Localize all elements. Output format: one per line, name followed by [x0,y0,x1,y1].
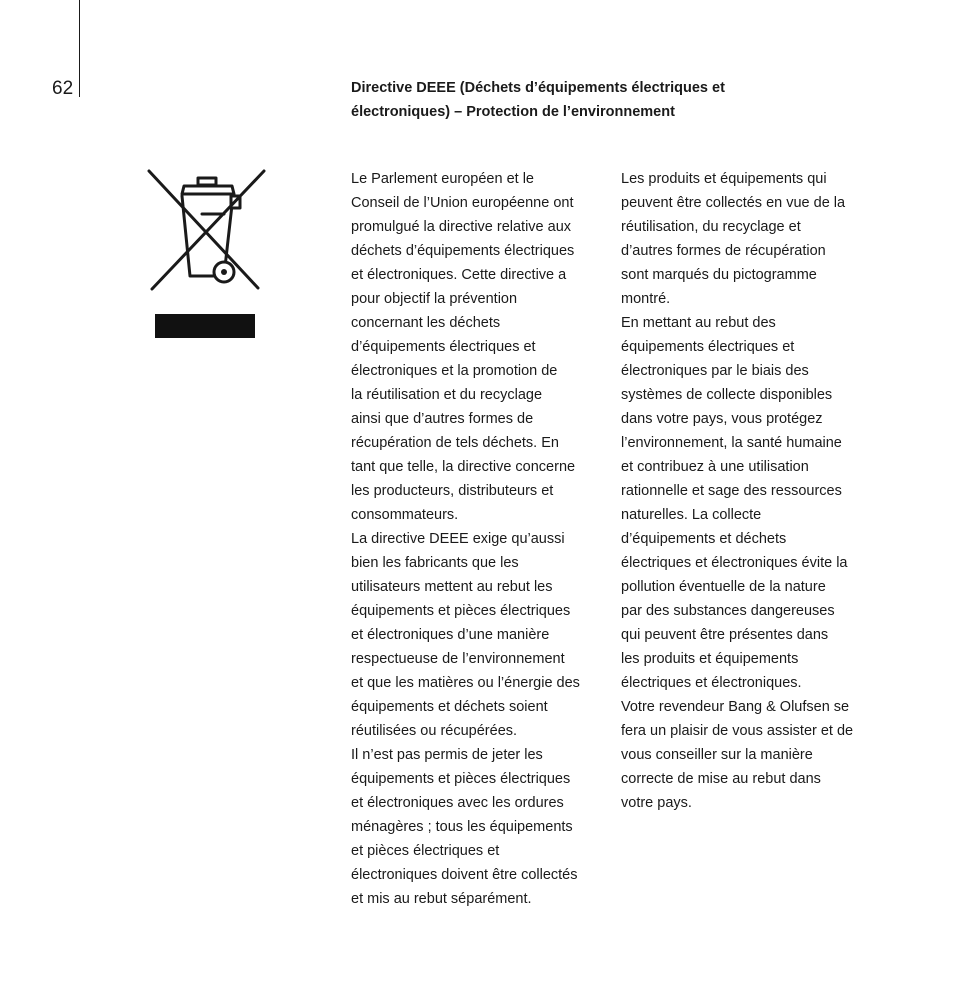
text-line: votre pays. [621,795,692,811]
text-line: pour objectif la prévention [351,291,518,307]
text-line: concernant les déchets [351,315,501,331]
text-line: Les produits et équipements qui [621,171,827,187]
text-line: consommateurs. [351,507,459,523]
text-line: d’autres formes de récupération [621,243,826,259]
text-line: sont marqués du pictogramme [621,267,817,283]
text-line: ainsi que d’autres formes de [351,411,534,427]
text-line: qui peuvent être présentes dans [621,627,829,643]
text-line: récupération de tels déchets. En [351,435,559,451]
text-line: correcte de mise au rebut dans [621,771,821,787]
text-line: d’équipements et déchets [621,531,787,547]
text-line: montré. [621,291,671,307]
section-heading-line: électroniques) – Protection de l’environnement [351,104,675,120]
text-line: dans votre pays, vous protégez [621,411,823,427]
text-line: tant que telle, la directive concerne [351,459,576,475]
text-line: et électroniques d’une manière [351,627,550,643]
text-line: réutilisation, du recyclage et [621,219,801,235]
page-margin-rule [79,0,80,97]
text-line: et électroniques. Cette directive a [351,267,567,283]
text-line: naturelles. La collecte [621,507,762,523]
crossed-out-wheeled-bin-icon [146,168,268,294]
text-line: équipements et pièces électriques [351,771,571,787]
text-line: la réutilisation et du recyclage [351,387,543,403]
text-line: fera un plaisir de vous assister et de [621,723,854,739]
text-line: électriques et électroniques évite la [621,555,848,571]
section-heading [351,76,851,124]
text-line: équipements électriques et [621,339,795,355]
section-heading-line: Directive DEEE (Déchets d’équipements électriques et [351,80,725,96]
text-line: ménagères ; tous les équipements [351,819,573,835]
text-line: Votre revendeur Bang & Olufsen se [621,699,850,715]
text-line: Conseil de l’Union européenne ont [351,195,574,211]
text-line: d’équipements électriques et [351,339,536,355]
text-line: promulgué la directive relative aux [351,219,572,235]
text-line: les produits et équipements [621,651,799,667]
text-line: Le Parlement européen et le [351,171,534,187]
text-column-left [351,167,606,911]
text-line: et contribuez à une utilisation [621,459,809,475]
bin-symbol-underline-bar [155,314,255,338]
text-line: et que les matières ou l’énergie des [351,675,580,691]
text-line: La directive DEEE exige qu’aussi [351,531,565,547]
text-line: vous conseiller sur la manière [621,747,813,763]
page-number: 62 [52,78,74,99]
text-line: systèmes de collecte disponibles [621,387,833,403]
text-line: électroniques et la promotion de [351,363,558,379]
text-line: Il n’est pas permis de jeter les [351,747,543,763]
text-line: En mettant au rebut des [621,315,776,331]
text-line: électroniques par le biais des [621,363,809,379]
text-line: rationnelle et sage des ressources [621,483,842,499]
text-line: utilisateurs mettent au rebut les [351,579,553,595]
text-line: respectueuse de l’environnement [351,651,565,667]
text-line: les producteurs, distributeurs et [351,483,554,499]
text-line: et pièces électriques et [351,843,500,859]
text-line: et électroniques avec les ordures [351,795,564,811]
text-line: électroniques doivent être collectés [351,867,578,883]
text-line: bien les fabricants que les [351,555,519,571]
text-line: par des substances dangereuses [621,603,835,619]
text-line: et mis au rebut séparément. [351,891,532,907]
text-line: l’environnement, la santé humaine [621,435,842,451]
text-line: électriques et électroniques. [621,675,802,691]
text-line: déchets d’équipements électriques [351,243,575,259]
text-line: pollution éventuelle de la nature [621,579,826,595]
text-line: équipements et pièces électriques [351,603,571,619]
text-column-right [621,167,876,815]
text-line: équipements et déchets soient [351,699,548,715]
text-line: réutilisées ou récupérées. [351,723,518,739]
text-line: peuvent être collectés en vue de la [621,195,846,211]
